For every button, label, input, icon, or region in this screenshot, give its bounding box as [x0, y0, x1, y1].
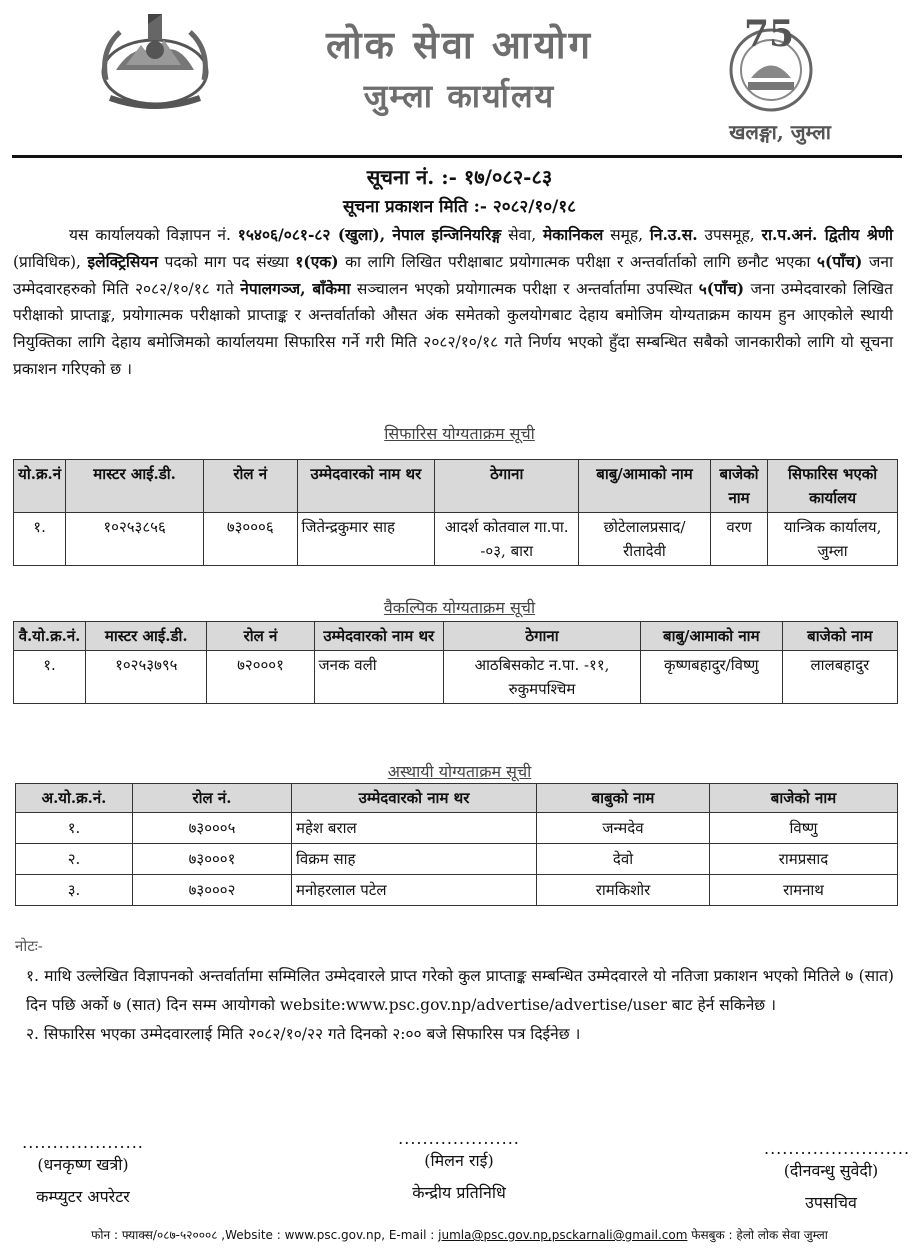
col-header: बाजेको नाम [710, 784, 898, 813]
signatory-role: केन्द्रीय प्रतिनिधि [412, 1183, 506, 1202]
col-header: यो.क्र.नं [14, 460, 66, 513]
table-row: ३. ७३०००२ मनोहरलाल पटेल रामकिशोर रामनाथ [16, 875, 898, 906]
table-row: १. १०२५३७९५ ७२०००१ जनक वली आठबिसकोट न.पा. -११, रुकुमपश्चिम कृष्णबहादुर/विष्णु लालबहादुर [14, 651, 898, 704]
temporary-table [15, 783, 898, 906]
col-header: अ.यो.क्र.नं. [16, 784, 133, 813]
col-header: बाबु/आमाको नाम [640, 622, 782, 651]
temporary-list-caption: अस्थायी योग्यताक्रम सूची [387, 762, 532, 781]
col-header: मास्टर आई.डी. [86, 622, 207, 651]
notice-number: सूचना नं. :- १७/०८२-८३ [366, 165, 553, 189]
col-header: बाबुको नाम [537, 784, 710, 813]
email-link[interactable]: jumla@psc.gov.np,psckarnali@gmail.com [438, 1228, 688, 1242]
table-row: २. ७३०००१ विक्रम साह देवो रामप्रसाद [16, 844, 898, 875]
col-header: ठेगाना [444, 622, 641, 651]
notice-date: सूचना प्रकाशन मिति :- २०८२/१०/१८ [342, 197, 577, 217]
col-header: सिफारिस भएको कार्यालय [768, 460, 898, 513]
col-header: रोल नं [207, 622, 314, 651]
signature-block: .................... (मिलन राई) केन्द्रीय प्रतिनिधि [384, 1133, 534, 1209]
recommended-list-caption: सिफारिस योग्यताक्रम सूची [384, 424, 535, 443]
col-header: उम्मेदवारको नाम थर [292, 784, 537, 813]
header-divider [12, 155, 902, 158]
contact-footer: फोन : फ्याक्स/०८७-५२०००८ ,Website : www.psc.gov.np, E-mail : jumla@psc.gov.np,psckarnali@gmail.com फेसबुक : हेलो लोक सेवा जुम्ला [91, 1228, 828, 1242]
signatory-name: (मिलन राई) [424, 1151, 494, 1170]
signatory-name: (दीनवन्धु सुवेदी) [783, 1161, 879, 1180]
signatory-role: उपसचिव [805, 1193, 857, 1212]
col-header: उम्मेदवारको नाम थर [297, 460, 435, 513]
table-row: १. १०२५३८५६ ७३०००६ जितेन्द्रकुमार साह आदर्श कोतवाल गा.पा. -०३, बारा छोटेलालप्रसाद/ रीतादेवी वरण यान्त्रिक कार्यालय, जुम्ला [14, 513, 898, 566]
notes-heading: नोटः- [15, 937, 43, 955]
note-item: २. सिफारिस भएका उम्मेदवारलाई मिति २०८२/१०/२२ गते दिनको २:०० बजे सिफारिस पत्र दिईनेछ । [26, 1025, 581, 1043]
alternate-table [13, 621, 898, 704]
signature-block: ........................ (दीनवन्धु सुवेदी) उपसचिव [764, 1143, 898, 1219]
office-location: खलङ्गा, जुम्ला [729, 120, 831, 144]
notes-list [26, 962, 894, 1049]
col-header: रोल नं. [133, 784, 292, 813]
anniversary-seal-icon [718, 8, 824, 116]
table-row: १. ७३०००५ महेश बराल जन्मदेव विष्णु [16, 813, 898, 844]
office-subtitle: जुम्ला कार्यालय [363, 77, 556, 115]
col-header: रोल नं [203, 460, 297, 513]
col-header: ठेगाना [435, 460, 579, 513]
notice-body: यस कार्यालयको विज्ञापन नं. १५४०६/०८१-८२ (खुला), नेपाल इन्जिनियरिङ्ग सेवा, मेकानिकल समूह, नि.उ.स. उपसमूह, रा.प.अनं. द्वितीय श्रेणी (प्राविधिक), इलेक्ट्रिसियन पदको माग पद संख्या १(एक) का लागि लिखित परीक्षाबाट प्रयोगात्मक परीक्षा र अन्तर्वार्ताको लागि छनौट भएका ५(पाँच) जना उम्मेदवारहरुको मिति २०८२/१०/१८ गते नेपालगञ्ज, बाँकेमा सञ्चालन भएको प्रयोगात्मक परीक्षा र अन्तर्वार्तामा उपस्थित ५(पाँच) जना उम्मेदवारको लिखित परीक्षाको प्राप्ताङ्क, प्रयोगात्मक परीक्षाको प्राप्ताङ्क र अन्तर्वार्ताको औसत अंक समेतको कुलयोगबाट देहाय बमोजिम योग्यताक्रम कायम हुन आएकोले स्थायी नियुक्तिका लागि देहाय बमोजिमको कार्यालयमा सिफारिस गर्ने गरी मिति २०८२/१०/१८ गते निर्णय भएको हुँदा सम्बन्धित सबैको जानकारीको लागि यो सूचना प्रकाशन गरिएको छ । [13, 225, 894, 378]
col-header: वै.यो.क्र.नं. [14, 622, 86, 651]
note-item: १. माथि उल्लेखित विज्ञापनको अन्तर्वार्तामा सम्मिलित उम्मेदवारले प्राप्त गरेको कुल प्राप्ताङ्क सम्बन्धित उम्मेदवारले यो नतिजा प्रकाशन भएको मितिले ७ (सात) दिन पछि अर्को ७ (सात) दिन सम्म आयोगको website:www.psc.gov.np/advertise/advertise/user बाट हेर्न सकिनेछ । [26, 967, 894, 1014]
col-header: बाजेको नाम [710, 460, 767, 513]
alternate-list-caption: वैकल्पिक योग्यताक्रम सूची [383, 598, 536, 617]
signatory-role: कम्प्युटर अपरेटर [36, 1187, 130, 1206]
col-header: उम्मेदवारको नाम थर [314, 622, 444, 651]
office-title: लोक सेवा आयोग [325, 22, 594, 67]
recommended-table [13, 459, 898, 566]
col-header: बाबु/आमाको नाम [579, 460, 711, 513]
signature-block: .................... (धनकृष्ण खत्री) कम्प्युटर अपरेटर [16, 1137, 150, 1213]
col-header: मास्टर आई.डी. [66, 460, 204, 513]
seal-number: 75 [744, 13, 795, 55]
signatory-name: (धनकृष्ण खत्री) [37, 1155, 129, 1174]
col-header: बाजेको नाम [782, 622, 897, 651]
